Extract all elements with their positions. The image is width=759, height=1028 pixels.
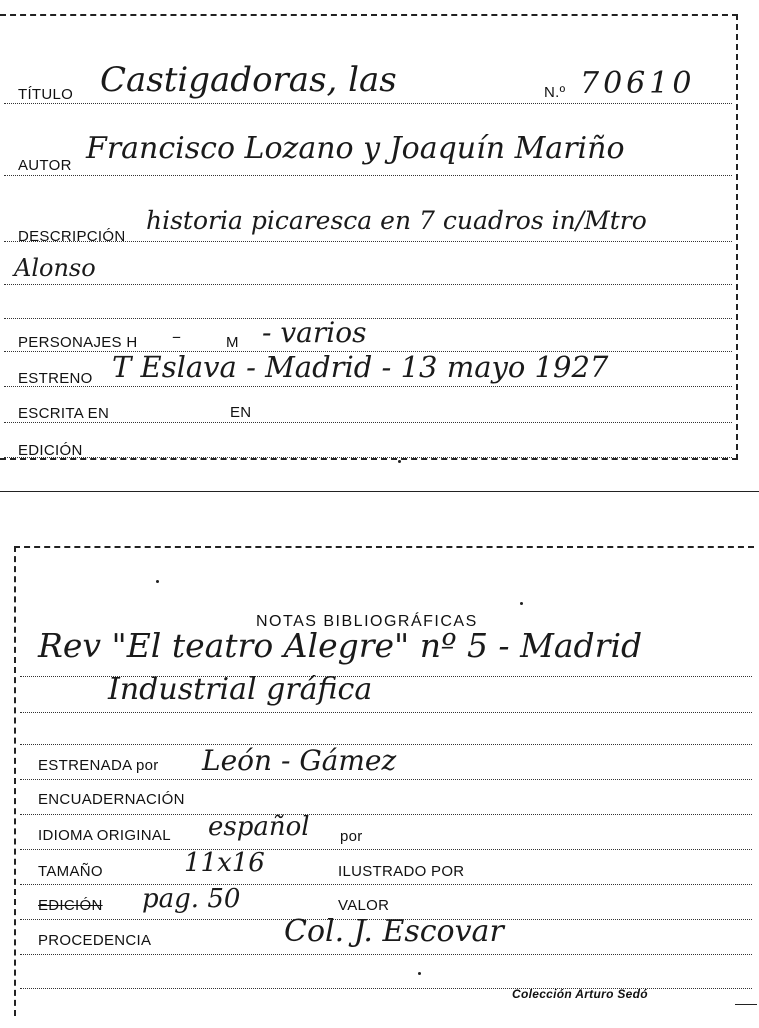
scan-speck (156, 580, 159, 583)
personajes-m-value: - varios (262, 316, 367, 349)
scan-speck (398, 460, 401, 463)
autor-rule (4, 175, 732, 176)
descripcion-rule-2 (4, 284, 732, 285)
escrita-en-label: EN (230, 404, 252, 421)
titulo-value: Castigadoras, las (100, 60, 397, 100)
blank-rule (4, 318, 732, 319)
encuadernacion-rule (20, 814, 752, 815)
scan-speck (520, 602, 523, 605)
edicion-rule (4, 457, 732, 458)
valor-label: VALOR (338, 897, 390, 914)
estreno-label: ESTRENO (18, 370, 93, 387)
escrita-rule (4, 422, 732, 423)
edicion-label-back: EDICIÓN (38, 897, 103, 914)
procedencia-value: Col. J. Escovar (284, 914, 504, 949)
encuadernacion-label: ENCUADERNACIÓN (38, 791, 185, 808)
idioma-rule (20, 849, 752, 850)
ilustrado-label: ILUSTRADO POR (338, 863, 465, 880)
estreno-rule (4, 386, 732, 387)
estreno-value: T Eslava - Madrid - 13 mayo 1927 (112, 350, 609, 384)
personajes-label: PERSONAJES H (18, 334, 138, 351)
personajes-h-value: – (172, 326, 181, 347)
idioma-value: español (208, 812, 310, 842)
edge-mark (735, 1004, 757, 1005)
descripcion-value-2: Alonso (14, 254, 96, 282)
tamano-label: TAMAÑO (38, 863, 103, 880)
tamano-rule (20, 884, 752, 885)
scan-speck (418, 972, 421, 975)
edicion-label: EDICIÓN (18, 442, 83, 459)
notas-heading: NOTAS BIBLIOGRÁFICAS (256, 613, 478, 630)
procedencia-label: PROCEDENCIA (38, 932, 152, 949)
procedencia-rule (20, 954, 752, 955)
estrenada-rule (20, 779, 752, 780)
notes-line-2: Industrial gráfica (108, 672, 373, 707)
edicion-value-back: pag. 50 (142, 884, 241, 914)
footer-credit: Colección Arturo Sedó (512, 987, 648, 1001)
titulo-rule (4, 103, 732, 104)
tamano-value: 11x16 (184, 848, 265, 878)
numero-value: 70610 (580, 66, 696, 101)
notes-line-1: Rev "El teatro Alegre" nº 5 - Madrid (38, 626, 643, 665)
autor-value: Francisco Lozano y Joaquín Mariño (86, 131, 625, 166)
titulo-label: TÍTULO (18, 86, 74, 103)
idioma-label: IDIOMA ORIGINAL (38, 827, 171, 844)
card-separator (0, 491, 759, 492)
escrita-label: ESCRITA EN (18, 405, 110, 422)
notes-rule-2 (20, 712, 752, 713)
estrenada-value: León - Gámez (202, 744, 397, 777)
idioma-por-label: por (340, 828, 363, 845)
autor-label: AUTOR (18, 157, 72, 174)
estrenada-label: ESTRENADA por (38, 757, 159, 774)
descripcion-label: DESCRIPCIÓN (18, 228, 126, 245)
descripcion-value-1: historia picaresca en 7 cuadros in/Mtro (146, 206, 647, 235)
personajes-m-label: M (226, 334, 239, 351)
numero-label: N.º (544, 84, 566, 101)
